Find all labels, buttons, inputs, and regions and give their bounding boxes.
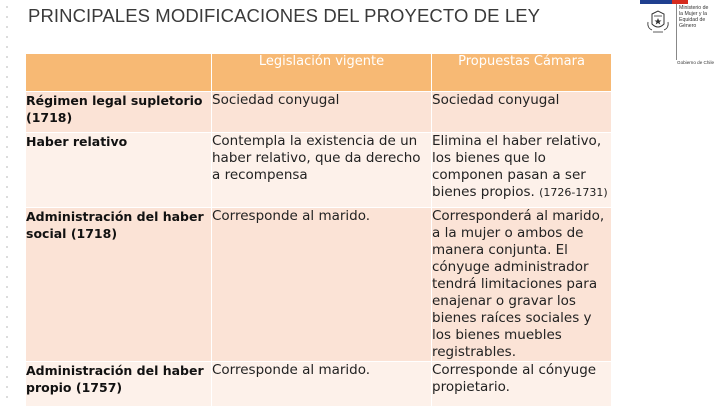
- ministry-logo: [640, 0, 718, 72]
- row-label: Régimen legal supletorio (1718): [26, 92, 212, 133]
- table-row: [26, 133, 612, 208]
- ministry-name: Ministerio de la Mujer y la Equidad de Género: [679, 5, 709, 30]
- header-propuestas-camara: Propuestas Cámara: [432, 54, 612, 92]
- logo-blue-bar: [640, 0, 672, 4]
- row-label: Administración del haber propio (1757): [26, 362, 212, 407]
- cell-vigente: Contempla la existencia de un haber relativo, que da derecho a recompensa: [212, 133, 432, 208]
- table-row: [26, 208, 612, 362]
- government-label: Gobierno de Chile: [677, 60, 715, 65]
- cell-propuesta: Corresponde al cónyuge propietario.: [432, 362, 612, 407]
- cell-propuesta: Corresponderá al marido, a la mujer o ambos de manera conjunta. El cónyuge administrador tendrá limitaciones para enajenar o gravar los bienes raíces sociales y los bienes muebles registrables.: [432, 208, 612, 362]
- table-row: [26, 362, 612, 407]
- coat-of-arms-icon: [644, 8, 672, 36]
- cell-vigente: Corresponde al marido.: [212, 362, 432, 407]
- header-empty-cell: [26, 54, 212, 92]
- decorative-dot-border: [0, 0, 14, 405]
- cell-vigente: Corresponde al marido.: [212, 208, 432, 362]
- cell-propuesta: Elimina el haber relativo, los bienes que lo componen pasan a ser bienes propios. (1726-1731): [432, 133, 612, 208]
- page-title: PRINCIPALES MODIFICACIONES DEL PROYECTO DE LEY: [28, 5, 541, 26]
- cell-propuesta: Sociedad conyugal: [432, 92, 612, 133]
- row-label: Administración del haber social (1718): [26, 208, 212, 362]
- table-row: [26, 92, 612, 133]
- cell-vigente: Sociedad conyugal: [212, 92, 432, 133]
- table-header-row: [26, 54, 612, 92]
- row-label: Haber relativo: [26, 133, 212, 208]
- header-legislacion-vigente: Legislación vigente: [212, 54, 432, 92]
- logo-red-bar: [672, 0, 688, 4]
- logo-divider: [676, 4, 677, 60]
- comparison-table: [25, 53, 612, 407]
- article-reference: (1726-1731): [539, 186, 608, 199]
